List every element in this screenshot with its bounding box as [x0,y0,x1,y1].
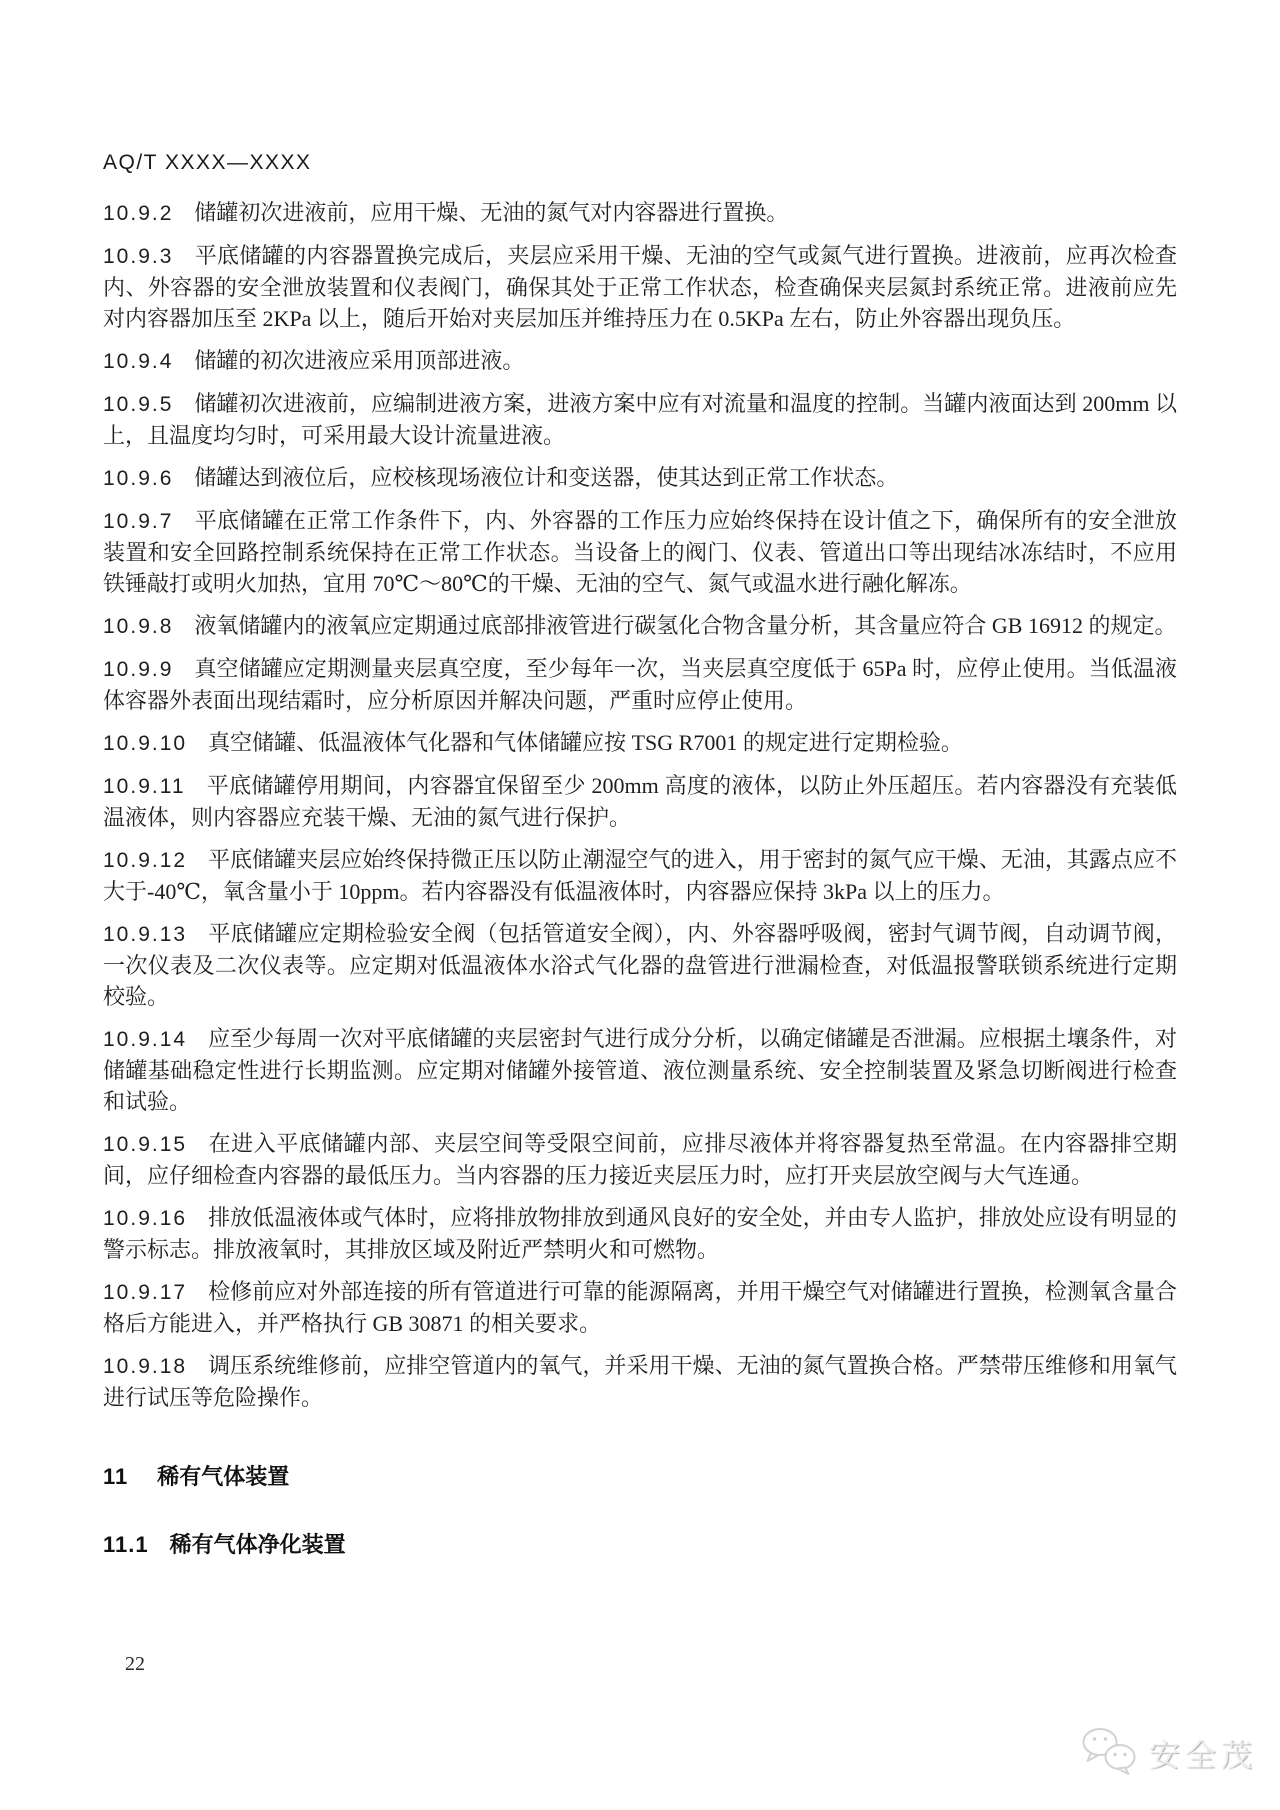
clause-text: 平底储罐夹层应始终保持微正压以防止潮湿空气的进入，用于密封的氮气应干燥、无油，其露点应不大于-40℃，氧含量小于 10ppm。若内容器没有低温液体时，内容器应保持 3kPa 以上的压力。 [103,847,1177,904]
clause-number: 10.9.8 [103,615,174,638]
clause-text: 储罐初次进液前，应用干燥、无油的氮气对内容器进行置换。 [194,200,789,225]
clause-paragraph [103,844,1177,907]
clause-paragraph [103,610,1177,642]
clause-number: 10.9.13 [103,923,188,946]
clause-paragraph [103,770,1177,833]
document-header: AQ/T XXXX—XXXX [103,151,312,174]
clause-number: 10.9.10 [103,732,188,755]
clause-text: 在进入平底储罐内部、夹层空间等受限空间前，应排尽液体并将容器复热至常温。在内容器排空期间，应仔细检查内容器的最低压力。当内容器的压力接近夹层压力时，应打开夹层放空阀与大气连通。 [103,1131,1177,1188]
clause-text: 真空储罐应定期测量夹层真空度，至少每年一次，当夹层真空度低于 65Pa 时，应停止使用。当低温液体容器外表面出现结霜时，应分析原因并解决问题，严重时应停止使用。 [103,656,1177,713]
clause-paragraph [103,462,1177,494]
clause-number: 10.9.7 [103,510,174,533]
clause-paragraph [103,505,1177,599]
subsection-number: 11.1 [103,1532,149,1557]
clause-number: 10.9.17 [103,1281,188,1304]
clause-number: 10.9.11 [103,775,186,798]
clause-paragraph [103,1128,1177,1191]
watermark [1080,1727,1257,1777]
clause-paragraph [103,1350,1177,1413]
clause-text: 平底储罐在正常工作条件下，内、外容器的工作压力应始终保持在设计值之下，确保所有的安全泄放装置和安全回路控制系统保持在正常工作状态。当设备上的阀门、仪表、管道出口等出现结冰冻结时，不应用铁锤敲打或明火加热，宜用 70℃～80℃的干燥、无油的空气、氮气或温水进行融化解冻。 [103,508,1177,596]
clause-list [103,197,1177,1413]
clause-text: 排放低温液体或气体时，应将排放物排放到通风良好的安全处，并由专人监护，排放处应设有明显的警示标志。排放液氧时，其排放区域及附近严禁明火和可燃物。 [103,1205,1177,1262]
clause-number: 10.9.4 [103,350,174,373]
clause-text: 调压系统维修前，应排空管道内的氧气，并采用干燥、无油的氮气置换合格。严禁带压维修和用氧气进行试压等危险操作。 [103,1353,1177,1410]
section-heading-11 [103,1460,1177,1491]
page-number: 22 [125,1653,145,1675]
clause-number: 10.9.3 [103,245,174,268]
clause-text: 储罐达到液位后，应校核现场液位计和变送器，使其达到正常工作状态。 [194,465,899,490]
clause-number: 10.9.2 [103,202,174,225]
section-title: 稀有气体装置 [157,1464,290,1489]
clause-number: 10.9.5 [103,393,174,416]
clause-number: 10.9.18 [103,1355,188,1378]
wechat-bubbles-icon [1080,1727,1140,1777]
clause-text: 液氧储罐内的液氧应定期通过底部排液管进行碳氢化合物含量分析，其含量应符合 GB 16912 的规定。 [194,613,1177,638]
subsection-title: 稀有气体净化装置 [169,1532,346,1557]
clause-paragraph [103,240,1177,334]
clause-text: 储罐的初次进液应采用顶部进液。 [194,348,525,373]
clause-paragraph [103,1276,1177,1339]
clause-paragraph [103,727,1177,759]
clause-number: 10.9.12 [103,849,188,872]
clause-paragraph [103,918,1177,1012]
clause-text: 检修前应对外部连接的所有管道进行可靠的能源隔离，并用干燥空气对储罐进行置换，检测氧含量合格后方能进入，并严格执行 GB 30871 的相关要求。 [103,1279,1177,1336]
clause-text: 平底储罐的内容器置换完成后，夹层应采用干燥、无油的空气或氮气进行置换。进液前，应再次检查内、外容器的安全泄放装置和仪表阀门，确保其处于正常工作状态，检查确保夹层氮封系统正常。进液前应先对内容器加压至 2KPa 以上，随后开始对夹层加压并维持压力在 0.5KPa 左右，防止外容器出现负压。 [103,243,1177,331]
clause-number: 10.9.16 [103,1207,188,1230]
clause-number: 10.9.15 [103,1133,188,1156]
clause-text: 储罐初次进液前，应编制进液方案，进液方案中应有对流量和温度的控制。当罐内液面达到 200mm 以上，且温度均匀时，可采用最大设计流量进液。 [103,391,1177,448]
clause-text: 应至少每周一次对平底储罐的夹层密封气进行成分分析，以确定储罐是否泄漏。应根据土壤条件，对储罐基础稳定性进行长期监测。应定期对储罐外接管道、液位测量系统、安全控制装置及紧急切断阀进行检查和试验。 [103,1026,1177,1114]
clause-text: 平底储罐停用期间，内容器宜保留至少 200mm 高度的液体，以防止外压超压。若内容器没有充装低温液体，则内容器应充装干燥、无油的氮气进行保护。 [103,773,1177,830]
clause-number: 10.9.9 [103,658,174,681]
clause-paragraph [103,345,1177,377]
clause-text: 真空储罐、低温液体气化器和气体储罐应按 TSG R7001 的规定进行定期检验。 [208,730,963,755]
clause-paragraph [103,197,1177,229]
clause-paragraph [103,653,1177,716]
document-body [103,197,1177,1559]
clause-paragraph [103,388,1177,451]
watermark-text: 安全茂 [1149,1737,1257,1773]
clause-text: 平底储罐应定期检验安全阀（包括管道安全阀），内、外容器呼吸阀，密封气调节阀，自动调节阀，一次仪表及二次仪表等。应定期对低温液体水浴式气化器的盘管进行泄漏检查，对低温报警联锁系统进行定期校验。 [103,921,1177,1009]
clause-paragraph [103,1202,1177,1265]
subsection-heading-11-1 [103,1528,1177,1559]
section-number: 11 [103,1464,129,1489]
clause-number: 10.9.14 [103,1028,188,1051]
clause-number: 10.9.6 [103,467,174,490]
clause-paragraph [103,1023,1177,1117]
